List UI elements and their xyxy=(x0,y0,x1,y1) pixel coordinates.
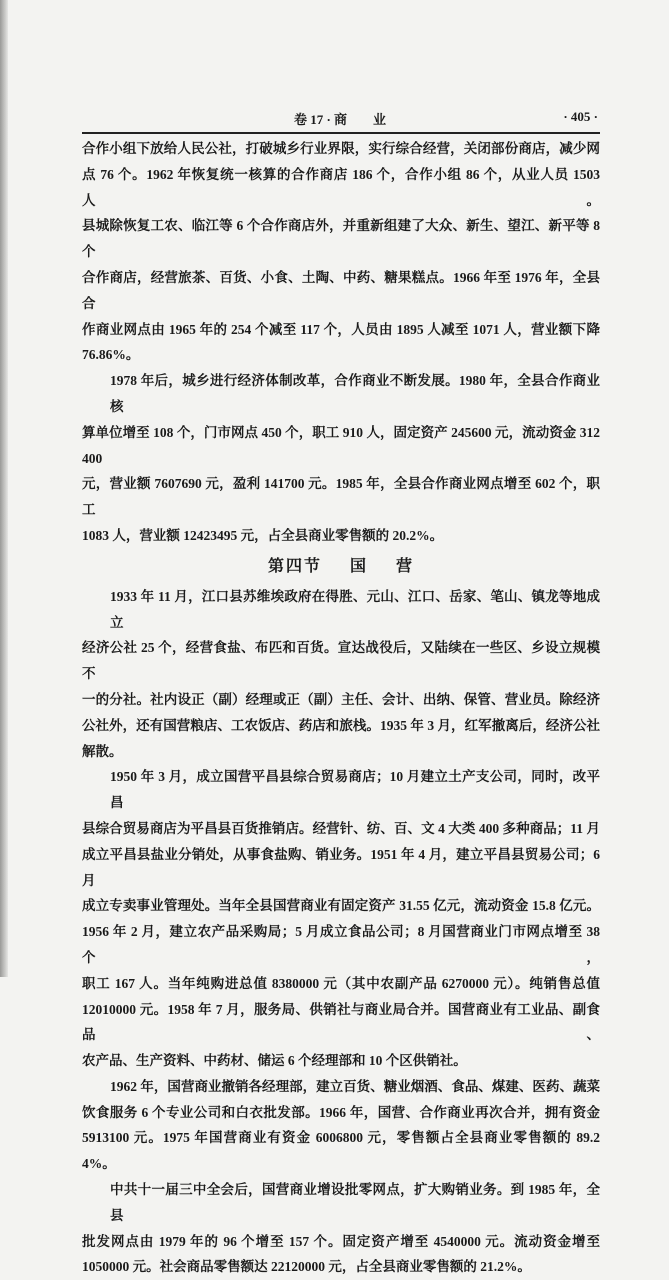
text-line: 1956 年 2 月，建立农产品采购局；5 月成立食品公司；8 月国营商业门市网点增至 38 个， xyxy=(82,924,600,965)
text-line: 76.86%。 xyxy=(82,347,140,363)
running-title: 卷 17 · 商 业 xyxy=(293,112,387,127)
text-line: 算单位增至 108 个，门市网点 450 个，职工 910 人，固定资产 245600 元，流动资金 312400 xyxy=(82,424,600,466)
paragraph-group-cooperative xyxy=(82,136,600,549)
text-line: 批发网点由 1979 年的 96 个增至 157 个。固定资产增至 4540000 元。流动资金增至 xyxy=(82,1233,600,1249)
section-number: 第四节 xyxy=(267,557,322,575)
text-line: 1950 年 3 月，成立国营平昌县综合贸易商店；10 月建立土产支公司，同时，改平昌 xyxy=(110,769,600,811)
text-line: 农产品、生产资料、中药材、储运 6 个经理部和 10 个区供销社。 xyxy=(82,1053,467,1069)
text-line: 5913100 元。1975 年国营商业有资金 6006800 元，零售额占全县商业零售额的 89.24%。 xyxy=(82,1130,600,1172)
text-line: 作商业网点由 1965 年的 254 个减至 117 个，人员由 1895 人减至 1071 人，营业额下降 xyxy=(82,321,600,337)
text-line: 1978 年后，城乡进行经济体制改革，合作商业不断发展。1980 年，全县合作商业核 xyxy=(110,373,600,414)
text-line: 点 76 个。1962 年恢复统一核算的合作商店 186 个，合作小组 86 个，从业人员 1503 人。 xyxy=(82,166,600,208)
text-line: 合作商店，经营旅茶、百货、小食、土陶、中药、糖果糕点。1966 年至 1976 年，全县合 xyxy=(82,269,600,311)
text-line: 元，营业额 7607690 元，盈利 141700 元。1985 年，全县合作商业网点增至 602 个，职工 xyxy=(82,476,600,518)
text-line: 成立专卖事业管理处。当年全县国营商业有固定资产 31.55 亿元，流动资金 15.8 亿元。 xyxy=(82,898,600,914)
text-line: 职工 167 人。当年纯购进总值 8380000 元（其中农副产品 6270000 元）。纯销售总值 xyxy=(82,975,600,991)
page-header xyxy=(82,104,598,130)
paragraph-group-state-owned xyxy=(82,584,600,1280)
text-line: 1083 人，营业额 12423495 元，占全县商业零售额的 20.2%。 xyxy=(82,527,444,543)
text-line: 12010000 元。1958 年 7 月，服务局、供销社与商业局合并。国营商业有工业品、副食品、 xyxy=(82,1001,600,1043)
section-title-char: 营 xyxy=(396,557,415,575)
scan-edge xyxy=(0,0,8,977)
text-line: 1962 年，国营商业撤销各经理部，建立百货、糖业烟酒、食品、煤建、医药、蔬菜 xyxy=(110,1078,600,1094)
section-heading xyxy=(82,549,600,584)
text-line: 经济公社 25 个，经营食盐、布匹和百货。宣达战役后，又陆续在一些区、乡设立规模不 xyxy=(82,640,600,682)
text-line: 公社外，还有国营粮店、工农饭店、药店和旅栈。1935 年 3 月，红军撤离后，经济公社 xyxy=(82,717,600,733)
text-line: 县综合贸易商店为平昌县百货推销店。经营针、纺、百、文 4 大类 400 多种商品；11 月 xyxy=(82,820,600,836)
text-line: 1050000 元。社会商品零售额达 22120000 元，占全县商业零售额的 21.2%。 xyxy=(82,1259,531,1275)
paragraph xyxy=(82,136,600,368)
paragraph xyxy=(82,368,600,549)
paragraph xyxy=(82,1177,600,1280)
paragraph xyxy=(82,764,600,1074)
section-title-char: 国 xyxy=(349,557,368,575)
text-line: 饮食服务 6 个专业公司和白衣批发部。1966 年，国营、合作商业再次合并，拥有资金 xyxy=(82,1104,600,1120)
text-line: 1933 年 11 月，江口县苏维埃政府在得胜、元山、江口、岳家、笔山、镇龙等地成立 xyxy=(110,588,600,630)
text-line: 一的分社。社内设正（副）经理或正（副）主任、会计、出纳、保管、营业员。除经济 xyxy=(82,691,600,707)
text-line: 成立平昌县盐业分销处，从事食盐购、销业务。1951 年 4 月，建立平昌县贸易公司；6 月 xyxy=(82,846,600,888)
paragraph xyxy=(82,1074,600,1177)
text-line: 解散。 xyxy=(82,743,123,759)
text-line: 中共十一届三中全会后，国营商业增设批零网点，扩大购销业务。到 1985 年，全县 xyxy=(110,1182,600,1223)
header-rule xyxy=(82,132,600,134)
page-number: · 405 · xyxy=(563,109,598,124)
text-line: 合作小组下放给人民公社，打破城乡行业界限，实行综合经营，关闭部份商店，减少网 xyxy=(82,141,600,156)
page-body xyxy=(82,136,600,1280)
paragraph xyxy=(82,584,600,765)
text-line: 县城除恢复工农、临江等 6 个合作商店外，并重新组建了大众、新生、望江、新平等 8 个 xyxy=(82,218,600,260)
